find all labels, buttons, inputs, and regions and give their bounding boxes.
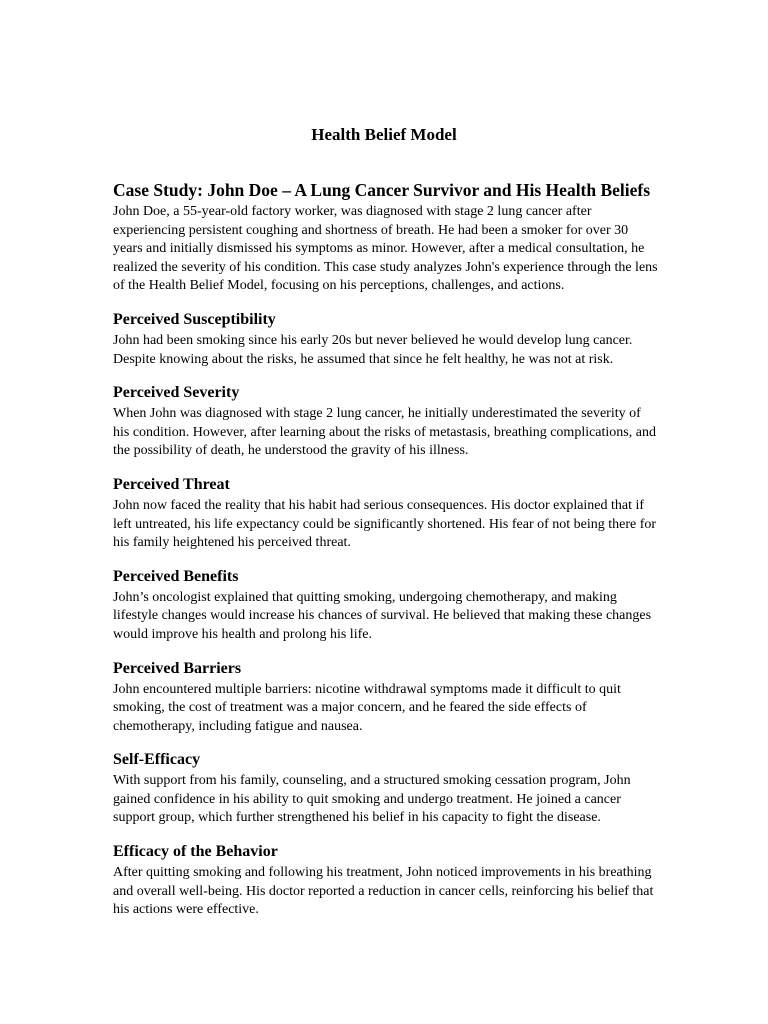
section-perceived-barriers	[113, 659, 659, 737]
section-heading: Perceived Susceptibility	[113, 310, 276, 328]
case-study-section	[113, 179, 659, 296]
section-heading: Perceived Severity	[113, 384, 240, 402]
document-title: Health Belief Model	[311, 125, 457, 144]
section-body: When John was diagnosed with stage 2 lung cancer, he initially underestimated the severity of his condition. However, after learning about the risks of metastasis, breathing complications, and the possibility of death, he understood the gravity of his illness.	[113, 406, 656, 459]
section-heading: Perceived Benefits	[113, 567, 239, 585]
section-efficacy-of-the-behavior	[113, 842, 659, 920]
section-heading: Perceived Barriers	[113, 659, 242, 677]
section-perceived-threat	[113, 475, 659, 553]
section-body: John now faced the reality that his habit had serious consequences. His doctor explained that if left untreated, his life expectancy could be significantly shortened. His fear of not being there for his family heightened his perceived threat.	[113, 497, 657, 551]
section-body: John’s oncologist explained that quitting smoking, undergoing chemotherapy, and making lifestyle changes would increase his chances of survival. He believed that making these changes would improve his health and prolong his life.	[113, 589, 652, 642]
section-heading: Self-Efficacy	[113, 751, 201, 769]
document-body	[113, 179, 659, 920]
section-heading: Perceived Threat	[113, 475, 230, 493]
section-perceived-benefits	[113, 567, 659, 645]
section-heading: Efficacy of the Behavior	[113, 843, 278, 861]
section-body: John had been smoking since his early 20s but never believed he would develop lung cancer. Despite knowing about the risks, he assumed that since he felt healthy, he was not at risk.	[113, 332, 633, 367]
case-study-intro: John Doe, a 55-year-old factory worker, was diagnosed with stage 2 lung cancer after experiencing persistent coughing and shortness of breath. He had been a smoker for over 30 years and initially dismissed his symptoms as minor. However, after a medical consultation, he realized the severity of his condition. This case study analyzes John's experience through the lens of the Health Belief Model, focusing on his perceptions, challenges, and actions.	[113, 204, 658, 294]
section-body: With support from his family, counseling, and a structured smoking cessation program, John gained confidence in his ability to quit smoking and undergo treatment. He joined a cancer support group, which further strengthened his belief in his capacity to fight the disease.	[113, 773, 631, 826]
section-perceived-susceptibility	[113, 310, 659, 369]
section-body: John encountered multiple barriers: nicotine withdrawal symptoms made it difficult to quit smoking, the cost of treatment was a major concern, and he feared the side effects of chemotherapy, including fatigue and nausea.	[113, 681, 621, 734]
section-perceived-severity	[113, 383, 659, 461]
section-self-efficacy	[113, 750, 659, 828]
section-body: After quitting smoking and following his treatment, John noticed improvements in his breathing and overall well-being. His doctor reported a reduction in cancer cells, reinforcing his belief that his actions were effective.	[113, 865, 654, 918]
case-study-heading: Case Study: John Doe – A Lung Cancer Survivor and His Health Beliefs	[113, 180, 651, 200]
